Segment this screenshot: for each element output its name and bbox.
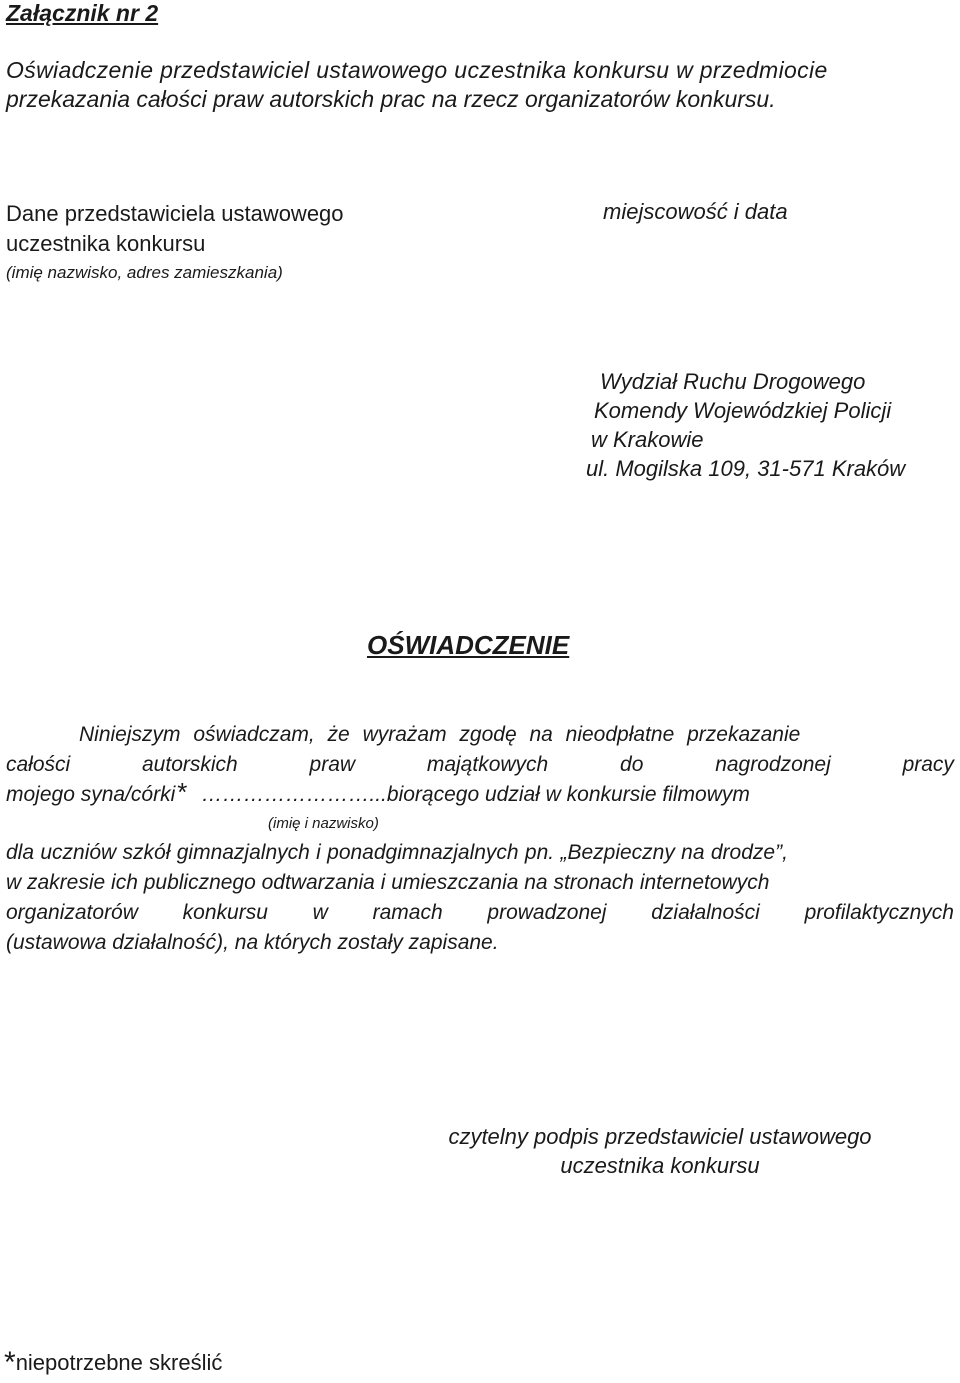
name-hint: (imię i nazwisko) <box>268 815 379 832</box>
declaration-line6 <box>6 898 954 928</box>
recipient-line2: Komendy Wojewódzkiej Policji <box>594 398 892 423</box>
statement-heading-line1 <box>6 56 956 85</box>
declaration-line6-word: prowadzonej <box>487 901 607 924</box>
signature-caption <box>418 1122 902 1180</box>
declaration-line6-word: konkursu <box>182 901 268 924</box>
signature-line2: uczestnika konkursu <box>560 1153 760 1178</box>
declaration-body <box>6 720 954 958</box>
declaration-line2-word: autorskich <box>142 753 238 776</box>
signature-line1: czytelny podpis przedstawiciel ustawowego <box>448 1124 872 1149</box>
declaration-line4: dla uczniów szkół gimnazjalnych i ponadgimnazjalnych pn. „Bezpieczny na drodze”, <box>6 841 788 864</box>
declaration-line1-text: Niniejszym oświadczam, że wyrażam zgodę na nieodpłatne przekazanie <box>79 723 801 746</box>
asterisk-marker: * <box>177 777 188 807</box>
attachment-title: Załącznik nr 2 <box>6 0 159 26</box>
declaration-line2-word: praw <box>309 753 356 776</box>
footnote-asterisk: * <box>4 1346 16 1379</box>
declaration-line2-word: nagrodzonej <box>715 753 831 776</box>
place-date: miejscowość i data <box>603 199 788 224</box>
statement-heading-line1-text: Oświadczenie przedstawiciel ustawowego uczestnika konkursu w przedmiocie <box>6 57 828 83</box>
footnote <box>4 1346 222 1380</box>
footnote-text: niepotrzebne skreślić <box>15 1350 223 1375</box>
declaration-line3-start: mojego syna/córki <box>6 783 176 806</box>
declaration-line6-word: działalności <box>651 901 760 924</box>
sender-line1: Dane przedstawiciela ustawowego <box>6 201 344 226</box>
recipient-line3: w Krakowie <box>591 427 704 452</box>
sender-block <box>6 199 344 287</box>
declaration-line7: (ustawowa działalność), na których zostały zapisane. <box>6 931 499 954</box>
declaration-line2 <box>6 750 954 780</box>
statement-heading-line2: przekazania całości praw autorskich prac na rzecz organizatorów konkursu. <box>6 86 776 112</box>
recipient-line4: ul. Mogilska 109, 31-571 Kraków <box>586 456 906 481</box>
declaration-line3 <box>6 777 954 810</box>
declaration-line6-word: profilaktycznych <box>804 901 954 924</box>
declaration-line5: w zakresie ich publicznego odtwarzania i umieszczania na stronach internetowych <box>6 871 770 894</box>
recipient-address <box>586 367 905 483</box>
declaration-line6-word: ramach <box>372 901 443 924</box>
declaration-line2-word: pracy <box>902 753 954 776</box>
name-placeholder-dots: ……………………... <box>201 783 387 806</box>
declaration-line2-word: całości <box>6 753 71 776</box>
declaration-line2-word: do <box>620 753 644 776</box>
recipient-line1: Wydział Ruchu Drogowego <box>600 369 866 394</box>
declaration-line2-word: majątkowych <box>426 753 549 776</box>
declaration-line6-word: w <box>312 901 328 924</box>
declaration-title: OŚWIADCZENIE <box>367 630 570 660</box>
declaration-line6-word: organizatorów <box>6 901 138 924</box>
statement-heading <box>6 56 956 114</box>
declaration-line1 <box>6 720 954 750</box>
sender-line2: uczestnika konkursu <box>6 231 206 256</box>
sender-hint: (imię nazwisko, adres zamieszkania) <box>6 263 283 282</box>
declaration-line3-end: biorącego udział w konkursie filmowym <box>386 783 750 806</box>
